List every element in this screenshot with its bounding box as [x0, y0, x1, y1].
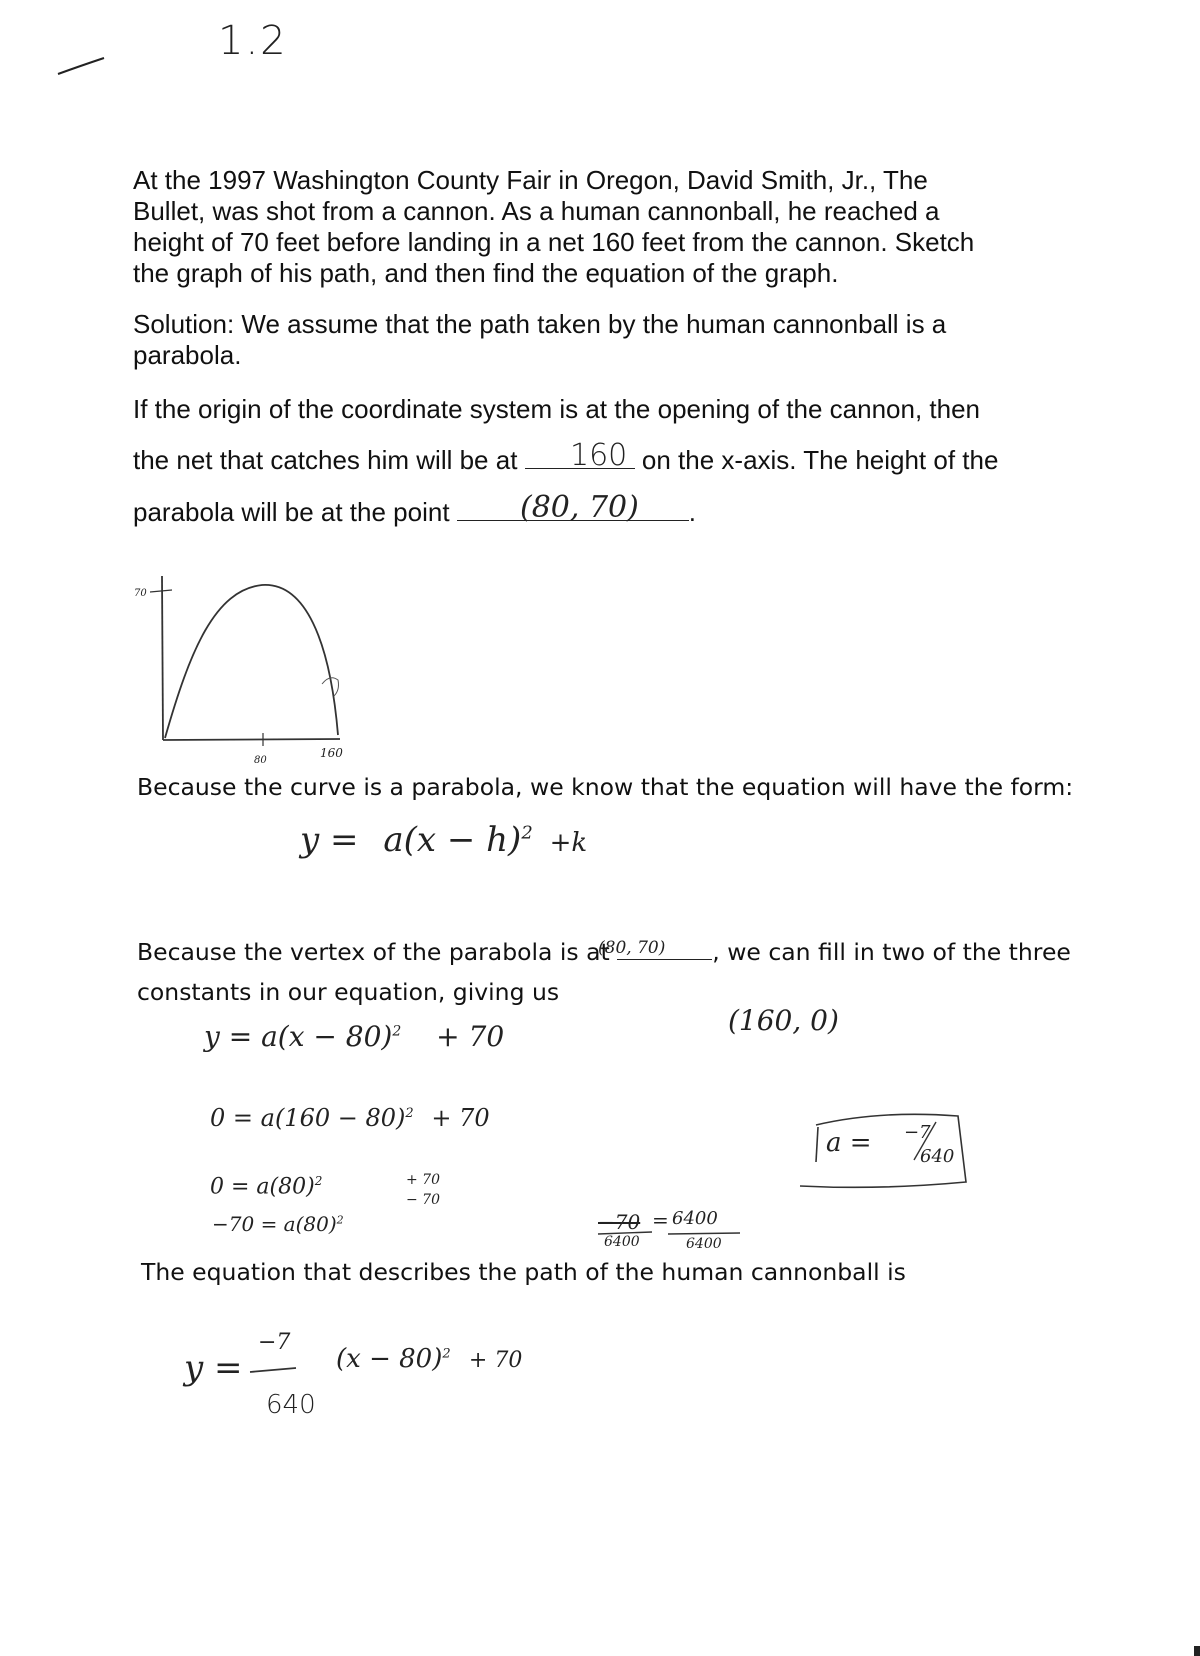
vertex-line-2: constants in our equation, giving us [137, 978, 560, 1006]
solution-line-2: parabola. [133, 340, 242, 370]
final-lhs: y = [184, 1348, 243, 1388]
work-step-3-eq: 0 = a(80) [210, 1174, 315, 1200]
work-step-4 [212, 1212, 344, 1236]
problem-line-1: At the 1997 Washington County Fair in Oregon, David Smith, Jr., The [133, 165, 928, 195]
problem-line-3: height of 70 feet before landing in a net 160 feet from the cannon. Sketch [133, 227, 975, 257]
final-body [336, 1344, 522, 1374]
final-num: −7 [258, 1330, 291, 1355]
scan-edge-mark [1194, 1646, 1200, 1656]
general-form-lhs: y = [300, 820, 359, 860]
sketch-axes [150, 576, 340, 746]
work-step-4-exp: 2 [336, 1213, 344, 1227]
vertex-answer: (80, 70) [598, 938, 666, 958]
answer-point: (80, 70) [520, 490, 639, 525]
origin-line-3-pre: parabola will be at the point [133, 497, 450, 527]
sketch-y-label: 70 [134, 588, 147, 599]
work-step-4-eq: −70 = a(80) [212, 1212, 337, 1236]
final-body-exp: 2 [442, 1346, 451, 1362]
general-form-exp: 2 [521, 822, 533, 844]
side-den-2: 6400 [686, 1236, 722, 1252]
sketch-x-label-mid: 80 [254, 755, 267, 766]
final-tail: + 70 [468, 1348, 523, 1373]
side-num: −70 [598, 1210, 641, 1234]
work-step-1-tail: + 70 [436, 1020, 505, 1053]
final-body-eq: (x − 80) [336, 1344, 443, 1374]
boxed-den: 640 [920, 1146, 955, 1167]
answer-net: 160 [570, 438, 628, 473]
general-form [300, 820, 587, 860]
final-text: The equation that describes the path of the human cannonball is [141, 1258, 906, 1286]
work-step-1 [204, 1020, 504, 1053]
origin-line-2-pre: the net that catches him will be at [133, 445, 518, 475]
page-label: 1.2 [218, 18, 288, 64]
work-step-1-exp: 2 [392, 1023, 402, 1040]
vertex-pre: Because the vertex of the parabola is at [137, 938, 610, 966]
boxed-lhs: a = [826, 1128, 872, 1158]
problem-line-4: the graph of his path, and then find the equation of the graph. [133, 258, 839, 288]
boxed-num: −7 [904, 1122, 931, 1143]
sketch-x-label-end: 160 [320, 746, 343, 760]
origin-line-2 [133, 445, 998, 476]
general-form-tail: +k [549, 828, 588, 858]
work-step-3-minus: − 70 [406, 1192, 440, 1208]
solution-line-1: Solution: We assume that the path taken by the human cannonball is a [133, 309, 947, 339]
work-step-2-exp: 2 [405, 1106, 414, 1121]
work-step-2 [210, 1104, 490, 1132]
final-den: 640 [266, 1390, 316, 1420]
form-text: Because the curve is a parabola, we know that the equation will have the form: [137, 773, 1074, 801]
sketch-parabola [165, 585, 338, 738]
vertex-post: , we can fill in two of the three [712, 938, 1071, 966]
work-step-2-tail: + 70 [431, 1104, 490, 1132]
side-eq: = [652, 1208, 669, 1232]
problem-line-2: Bullet, was shot from a cannon. As a human cannonball, he reached a [133, 196, 940, 226]
work-point: (160, 0) [728, 1004, 839, 1037]
work-step-2-eq: 0 = a(160 − 80) [210, 1104, 406, 1132]
side-rhs: 6400 [672, 1208, 718, 1229]
work-step-3-exp: 2 [314, 1174, 323, 1188]
origin-line-2-post: on the x-axis. The height of the [641, 445, 999, 475]
work-step-1-eq: y = a(x − 80) [204, 1020, 393, 1053]
work-step-3-plus: + 70 [406, 1172, 440, 1188]
origin-line-3-post: . [688, 497, 697, 527]
side-den: 6400 [604, 1234, 640, 1250]
work-step-3 [210, 1174, 322, 1199]
general-form-body: a(x − h) [383, 820, 522, 860]
origin-line-1: If the origin of the coordinate system is at the opening of the cannon, then [133, 394, 980, 424]
